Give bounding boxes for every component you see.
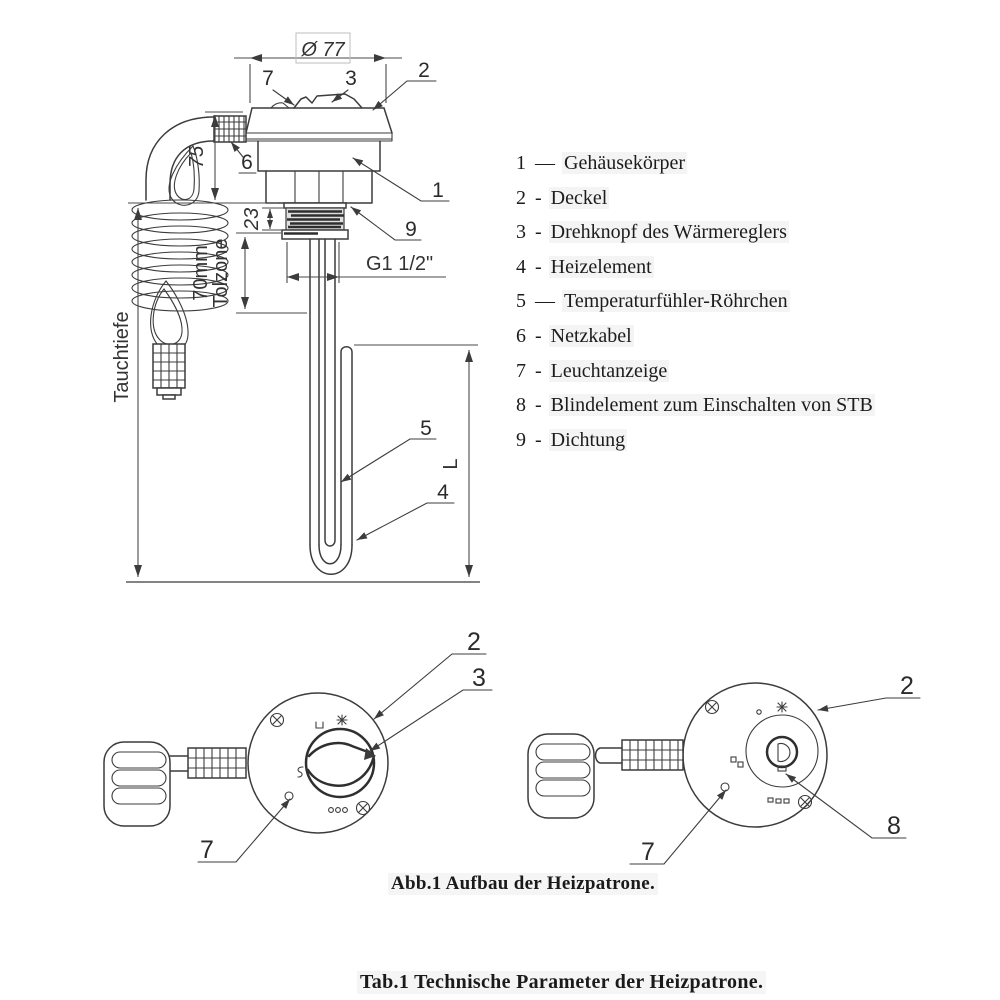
cap-rim xyxy=(246,133,392,141)
dot-marking xyxy=(757,710,761,714)
dim-thread-length-label: 23 xyxy=(241,207,263,231)
legend-item-number: 8 xyxy=(516,394,526,417)
knob-grip-lower xyxy=(308,759,373,786)
callout-6-cable: 6 xyxy=(241,151,253,174)
legend-item-label: Gehäusekörper xyxy=(564,152,686,174)
min-marking xyxy=(731,757,743,767)
legend-item-number: 5 xyxy=(516,290,526,313)
legend-item-label: Deckel xyxy=(550,186,608,209)
callout-2-cover: 2 xyxy=(467,628,481,656)
legend-item xyxy=(516,284,875,319)
tolzone-extensions xyxy=(236,233,307,313)
legend-item xyxy=(516,146,875,181)
legend-item-separator: — xyxy=(535,152,555,174)
legend-item-label: Temperaturfühler-Röhrchen xyxy=(564,290,788,313)
screw-icon xyxy=(271,714,284,727)
front-view-right xyxy=(528,672,920,866)
element-right-leg xyxy=(341,347,352,545)
thread-size-label: G1 1/2" xyxy=(366,253,434,275)
legend-item xyxy=(516,250,875,285)
legend-item-separator: - xyxy=(535,394,542,417)
figure-caption: Abb.1 Aufbau der Heizpatrone. xyxy=(388,873,658,895)
coiled-cord xyxy=(528,734,594,818)
callout-3-leader xyxy=(332,90,348,102)
legend-item-separator: - xyxy=(535,428,542,451)
legend-item-separator: - xyxy=(535,324,542,347)
callout-7-lamp: 7 xyxy=(200,836,214,864)
callout-4-element: 4 xyxy=(437,481,449,504)
callout-9-gasket: 9 xyxy=(405,218,417,241)
legend-item-number: 6 xyxy=(516,324,526,347)
legend-item xyxy=(516,423,875,458)
callout-7-lamp: 7 xyxy=(641,838,655,866)
thread-section xyxy=(282,208,348,239)
cover-circle xyxy=(683,683,827,827)
callout-7-lamp: 7 xyxy=(262,67,274,90)
callout-3-knob: 3 xyxy=(345,67,357,90)
thermostat-knob-profile xyxy=(294,94,362,108)
blind-element-keyway xyxy=(778,744,790,762)
legend-item-label: Heizelement xyxy=(550,255,652,278)
legend-item xyxy=(516,319,875,354)
plug xyxy=(153,344,185,399)
legend-item-separator: - xyxy=(535,186,542,209)
callout-1-housing: 1 xyxy=(432,179,444,202)
legend-item-label: Drehknopf des Wärmereglers xyxy=(550,221,787,244)
screw-icon xyxy=(357,802,370,815)
frost-symbol-icon xyxy=(777,702,787,712)
legend-item-label: Dichtung xyxy=(550,428,626,451)
callout-3-leader xyxy=(370,690,492,751)
legend-item-number: 3 xyxy=(516,221,526,244)
parts-legend xyxy=(516,146,875,457)
cap-sides xyxy=(246,108,392,133)
max-marking xyxy=(329,808,348,813)
legend-item-separator: - xyxy=(535,221,542,244)
heater-head xyxy=(246,94,392,208)
legend-item-label: Blindelement zum Einschalten von STB xyxy=(550,394,873,417)
max-marking xyxy=(768,798,789,803)
element-u-bend-outer xyxy=(310,545,352,574)
immersion-depth-label: Tauchtiefe xyxy=(111,311,133,403)
min-marking xyxy=(316,722,323,728)
dim-diameter-label: Ø 77 xyxy=(301,39,345,61)
callout-3-knob: 3 xyxy=(472,664,486,692)
element-length-label: L xyxy=(440,458,462,470)
legend-item xyxy=(516,215,875,250)
frost-symbol-icon xyxy=(337,715,347,725)
cable-tube xyxy=(596,748,623,763)
callout-4-leader xyxy=(357,503,454,540)
callout-2-cover: 2 xyxy=(900,672,914,700)
callout-2-cap: 2 xyxy=(418,59,430,82)
legend-item xyxy=(516,354,875,389)
main-view xyxy=(111,33,480,582)
cable-gland xyxy=(622,740,683,770)
legend-item-separator: - xyxy=(535,255,542,278)
legend-item-number: 4 xyxy=(516,255,526,278)
callout-8-blind-element: 8 xyxy=(887,812,901,840)
legend-item-label: Netzkabel xyxy=(550,324,632,347)
legend-item-separator: — xyxy=(535,290,555,313)
gasket-seal xyxy=(284,203,346,208)
front-view-left xyxy=(104,628,492,864)
cable-gland xyxy=(188,748,246,778)
coiled-cord xyxy=(104,742,170,826)
indicator-lamp xyxy=(721,783,729,791)
scale-marking xyxy=(298,767,303,777)
callout-2-leader xyxy=(374,654,486,719)
sensor-tube xyxy=(325,239,335,546)
legend-item-number: 7 xyxy=(516,359,526,382)
callout-5-sensor-tube: 5 xyxy=(420,417,432,440)
callout-2-leader xyxy=(373,81,436,110)
tolzone-text-label: Tolzone xyxy=(210,238,232,308)
element-left-leg xyxy=(310,239,319,545)
recess-circle xyxy=(746,715,818,787)
callout-5-leader xyxy=(341,439,436,482)
indicator-lamp xyxy=(285,792,293,800)
table-caption: Tab.1 Technische Parameter der Heizpatrone. xyxy=(357,971,766,994)
legend-item xyxy=(516,388,875,423)
callouts xyxy=(231,59,454,540)
legend-item xyxy=(516,181,875,216)
element-u-bend-inner xyxy=(319,545,341,564)
screw-icon xyxy=(706,701,719,714)
legend-item-number: 9 xyxy=(516,428,526,451)
legend-item-label: Leuchtanzeige xyxy=(550,359,668,382)
legend-item-number: 2 xyxy=(516,186,526,209)
indicator-lamp-profile xyxy=(271,103,289,108)
hex-flats xyxy=(295,171,343,203)
legend-item-separator: - xyxy=(535,359,542,382)
tolzone-value-label: 70mm xyxy=(190,245,212,301)
legend-item-number: 1 xyxy=(516,152,526,174)
heating-element-tubes xyxy=(310,239,352,574)
dimension-lines xyxy=(111,33,478,577)
knob-grip-upper xyxy=(309,743,374,756)
blind-element-circle xyxy=(767,737,797,767)
housing-cylinder xyxy=(258,141,380,171)
dim-head-height-label: 75 xyxy=(186,145,208,169)
